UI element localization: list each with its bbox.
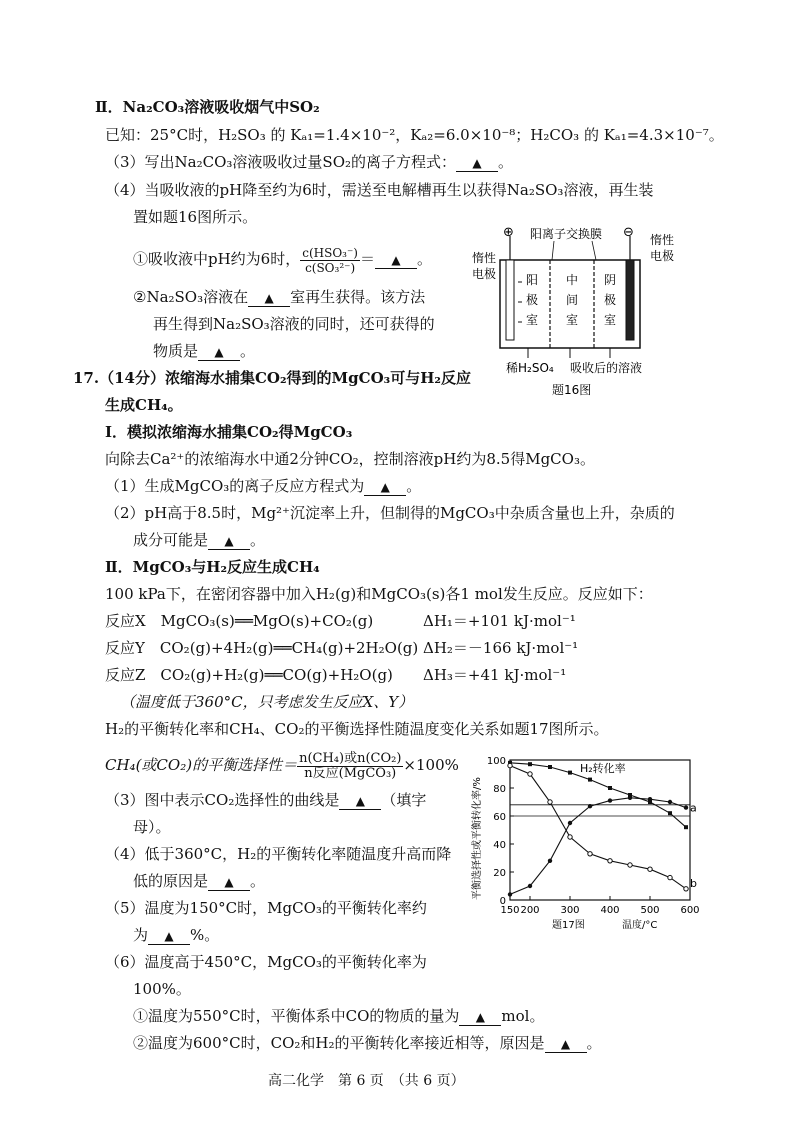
x-tick-label: 200 <box>520 905 540 916</box>
series-point-2 <box>684 887 688 891</box>
temperature-note: （温度低于360°C，只考虑发生反应X、Y） <box>120 693 414 711</box>
absorbed-solution-label: 吸收后的溶液 <box>570 361 643 375</box>
series-point-1 <box>648 797 652 801</box>
answer-blank: ▲ <box>375 251 417 269</box>
hso3-so3-ratio: $\frac{\text{c(HSO₃⁻)}}{\text{c(SO₃²⁻)}}$ <box>302 245 358 275</box>
middle-room-char-3: 室 <box>566 313 579 327</box>
figure-17-chart <box>470 750 710 940</box>
series-line-1 <box>510 798 686 895</box>
selectivity-formula: CH₄(或CO₂)的平衡选择性＝ $\frac{\text{n(CH₄)或n(CO₂)}}{\text{n反应(MgCO₃)}}$ ×100% <box>105 750 459 781</box>
figure-17-description: H₂的平衡转化率和CH₄、CO₂的平衡选择性随温度变化关系如题17图所示。 <box>105 720 609 738</box>
series-point-0 <box>668 811 672 815</box>
series-point-0 <box>684 825 688 829</box>
q17-question-4-line-2: 低的原因是 ▲ 。 <box>133 872 266 890</box>
series-point-1 <box>628 796 632 800</box>
plot-frame <box>510 760 690 900</box>
part-2-text: 100 kPa下，在密闭容器中加入H₂(g)和MgCO₃(s)各1 mol发生反应。反应如下： <box>105 585 653 603</box>
reaction-y-enthalpy: ΔH₂＝－166 kJ·mol⁻¹ <box>423 639 579 657</box>
series-point-2 <box>668 875 672 879</box>
reaction-y: 反应Y CO₂(g)+4H₂(g)══CH₄(g)+2H₂O(g) <box>105 639 419 657</box>
series-point-2 <box>528 772 532 776</box>
plus-terminal: ⊕ <box>503 225 514 240</box>
series-point-2 <box>648 867 652 871</box>
series-point-2 <box>628 863 632 867</box>
q17-title-line-1: 17.（14分）浓缩海水捕集CO₂得到的MgCO₃可与H₂反应 <box>73 369 471 387</box>
right-electrode-label-1: 惰性 <box>650 233 675 247</box>
series-point-1 <box>568 821 572 825</box>
y-tick-label: 20 <box>493 868 506 879</box>
series-point-0 <box>568 771 572 775</box>
series-point-1 <box>608 798 612 802</box>
q17-question-2-line-2: 成分可能是 ▲ 。 <box>133 531 266 549</box>
anode-room-char-2: 极 <box>526 293 539 307</box>
q17-question-5-line-1: （5）温度为150°C时，MgCO₃的平衡转化率约 <box>105 899 427 917</box>
series-point-1 <box>528 884 532 888</box>
series-point-2 <box>548 800 552 804</box>
answer-blank: ▲ <box>248 289 290 307</box>
series-a-label: a <box>690 801 697 815</box>
series-point-1 <box>548 859 552 863</box>
answer-blank: ▲ <box>545 1035 587 1053</box>
reaction-x: 反应X MgCO₃(s)══MgO(s)+CO₂(g) <box>105 612 374 630</box>
reaction-z-enthalpy: ΔH₃＝+41 kJ·mol⁻¹ <box>423 666 567 684</box>
q17-question-6-1: ①温度为550°C时，平衡体系中CO的物质的量为 ▲ mol。 <box>133 1007 545 1025</box>
series-point-2 <box>588 852 592 856</box>
y-tick-label: 80 <box>493 784 506 795</box>
middle-room-char-2: 间 <box>566 293 579 307</box>
chart-title: H₂转化率 <box>580 762 626 775</box>
question-4-line-2: 置如题16图所示。 <box>133 208 258 226</box>
answer-blank: ▲ <box>148 927 190 945</box>
series-point-1 <box>588 804 592 808</box>
x-tick-label: 600 <box>680 905 700 916</box>
dilute-h2so4-label: 稀H₂SO₄ <box>506 361 554 375</box>
question-4-line-1: （4）当吸收液的pH降至约为6时，需送至电解槽再生以获得Na₂SO₃溶液，再生装 <box>105 181 654 199</box>
answer-blank: ▲ <box>339 792 381 810</box>
reaction-z: 反应Z CO₂(g)+H₂(g)══CO(g)+H₂O(g) <box>105 666 393 684</box>
question-4-1: ①吸收液中pH约为6时， $\frac{\text{c(HSO₃⁻)}}{\text{c(SO₃²⁻)}}$ ＝ ▲ 。 <box>133 245 433 275</box>
q17-title-line-2: 生成CH₄。 <box>105 396 183 414</box>
y-tick-label: 60 <box>493 812 506 823</box>
question-4-2-line-3: 物质是 ▲ 。 <box>153 342 256 360</box>
figure-16-caption: 题16图 <box>552 383 592 397</box>
cathode-room-char-2: 极 <box>604 293 617 307</box>
series-b-label: b <box>690 876 697 890</box>
series-point-0 <box>608 786 612 790</box>
answer-blank: ▲ <box>208 532 250 550</box>
part-1-heading: I．模拟浓缩海水捕集CO₂得MgCO₃ <box>105 423 353 441</box>
anode-room-char-3: 室 <box>526 313 539 327</box>
section-2-heading: Ⅱ．Na₂CO₃溶液吸收烟气中SO₂ <box>95 98 320 116</box>
x-tick-label: 300 <box>560 905 580 916</box>
chart-axes <box>487 756 700 916</box>
given-constants: 已知：25°C时，H₂SO₃ 的 Kₐ₁=1.4×10⁻²，Kₐ₂=6.0×10⁻⁸；H₂CO₃ 的 Kₐ₁=4.3×10⁻⁷。 <box>105 126 724 144</box>
part-1-text: 向除去Ca²⁺的浓缩海水中通2分钟CO₂，控制溶液pH约为8.5得MgCO₃。 <box>105 450 595 468</box>
right-electrode-label-2: 电极 <box>650 249 675 263</box>
q17-question-6-line-1: （6）温度高于450°C，MgCO₃的平衡转化率为 <box>105 953 427 971</box>
q17-question-4-line-1: （4）低于360°C，H₂的平衡转化率随温度升高而降 <box>105 845 452 863</box>
series-point-2 <box>608 859 612 863</box>
page-footer: 高二化学 第 6 页 （共 6 页） <box>268 1073 465 1089</box>
y-axis-label: 平衡选择性或平衡转化率/% <box>472 777 483 900</box>
series-point-2 <box>508 763 512 767</box>
answer-blank: ▲ <box>456 154 498 172</box>
q17-question-1: （1）生成MgCO₃的离子反应方程式为 ▲ 。 <box>105 477 422 495</box>
cathode-room-char-3: 室 <box>604 313 617 327</box>
series-point-2 <box>568 835 572 839</box>
middle-room-char-1: 中 <box>566 273 579 287</box>
series-point-0 <box>548 765 552 769</box>
answer-blank: ▲ <box>364 478 406 496</box>
answer-blank: ▲ <box>208 873 250 891</box>
q17-question-3-line-2: 母）。 <box>133 818 171 836</box>
series-point-0 <box>528 762 532 766</box>
left-electrode-label-2: 电极 <box>472 267 497 281</box>
minus-terminal: ⊖ <box>623 225 634 240</box>
figure-17-caption: 题17图 <box>552 920 585 931</box>
x-tick-label: 400 <box>600 905 620 916</box>
y-tick-label: 100 <box>486 756 506 767</box>
question-4-2-line-1: ②Na₂SO₃溶液在 ▲ 室再生获得。该方法 <box>133 288 426 306</box>
q17-question-3-line-1: （3）图中表示CO₂选择性的曲线是 ▲ （填字 <box>105 791 427 809</box>
answer-blank: ▲ <box>459 1008 501 1026</box>
q17-question-6-2: ②温度为600°C时，CO₂和H₂的平衡转化率接近相等，原因是 ▲ 。 <box>133 1034 602 1052</box>
series-point-0 <box>588 778 592 782</box>
x-tick-label: 500 <box>640 905 660 916</box>
x-axis-label: 温度/°C <box>622 920 658 931</box>
left-electrode-label-1: 惰性 <box>472 251 497 265</box>
membrane-label: 阳离子交换膜 <box>530 227 603 241</box>
chart-series <box>508 761 688 897</box>
question-3: （3）写出Na₂CO₃溶液吸收过量SO₂的离子方程式： ▲ 。 <box>105 153 514 171</box>
series-point-1 <box>668 800 672 804</box>
electrolysis-cell-diagram <box>470 222 700 402</box>
answer-blank: ▲ <box>198 343 240 361</box>
q17-question-6-line-2: 100%。 <box>133 980 191 998</box>
x-tick-label: 150 <box>500 905 520 916</box>
y-tick-label: 0 <box>499 896 506 907</box>
question-4-2-line-2: 再生得到Na₂SO₃溶液的同时，还可获得的 <box>153 315 435 333</box>
y-tick-label: 40 <box>493 840 506 851</box>
q17-question-2-line-1: （2）pH高于8.5时，Mg²⁺沉淀率上升，但制得的MgCO₃中杂质含量也上升，杂质的 <box>105 504 675 522</box>
anode-room-char-1: 阳 <box>526 273 539 287</box>
part-2-heading: Ⅱ．MgCO₃与H₂反应生成CH₄ <box>105 558 320 576</box>
reaction-x-enthalpy: ΔH₁＝+101 kJ·mol⁻¹ <box>423 612 576 630</box>
q17-question-5-line-2: 为 ▲ %。 <box>133 926 220 944</box>
series-point-1 <box>684 805 688 809</box>
selectivity-fraction: $\frac{\text{n(CH₄)或n(CO₂)}}{\text{n反应(MgCO₃)}}$ <box>299 750 402 781</box>
series-line-2 <box>510 766 686 889</box>
series-point-1 <box>508 892 512 896</box>
cathode-room-char-1: 阴 <box>604 273 617 287</box>
